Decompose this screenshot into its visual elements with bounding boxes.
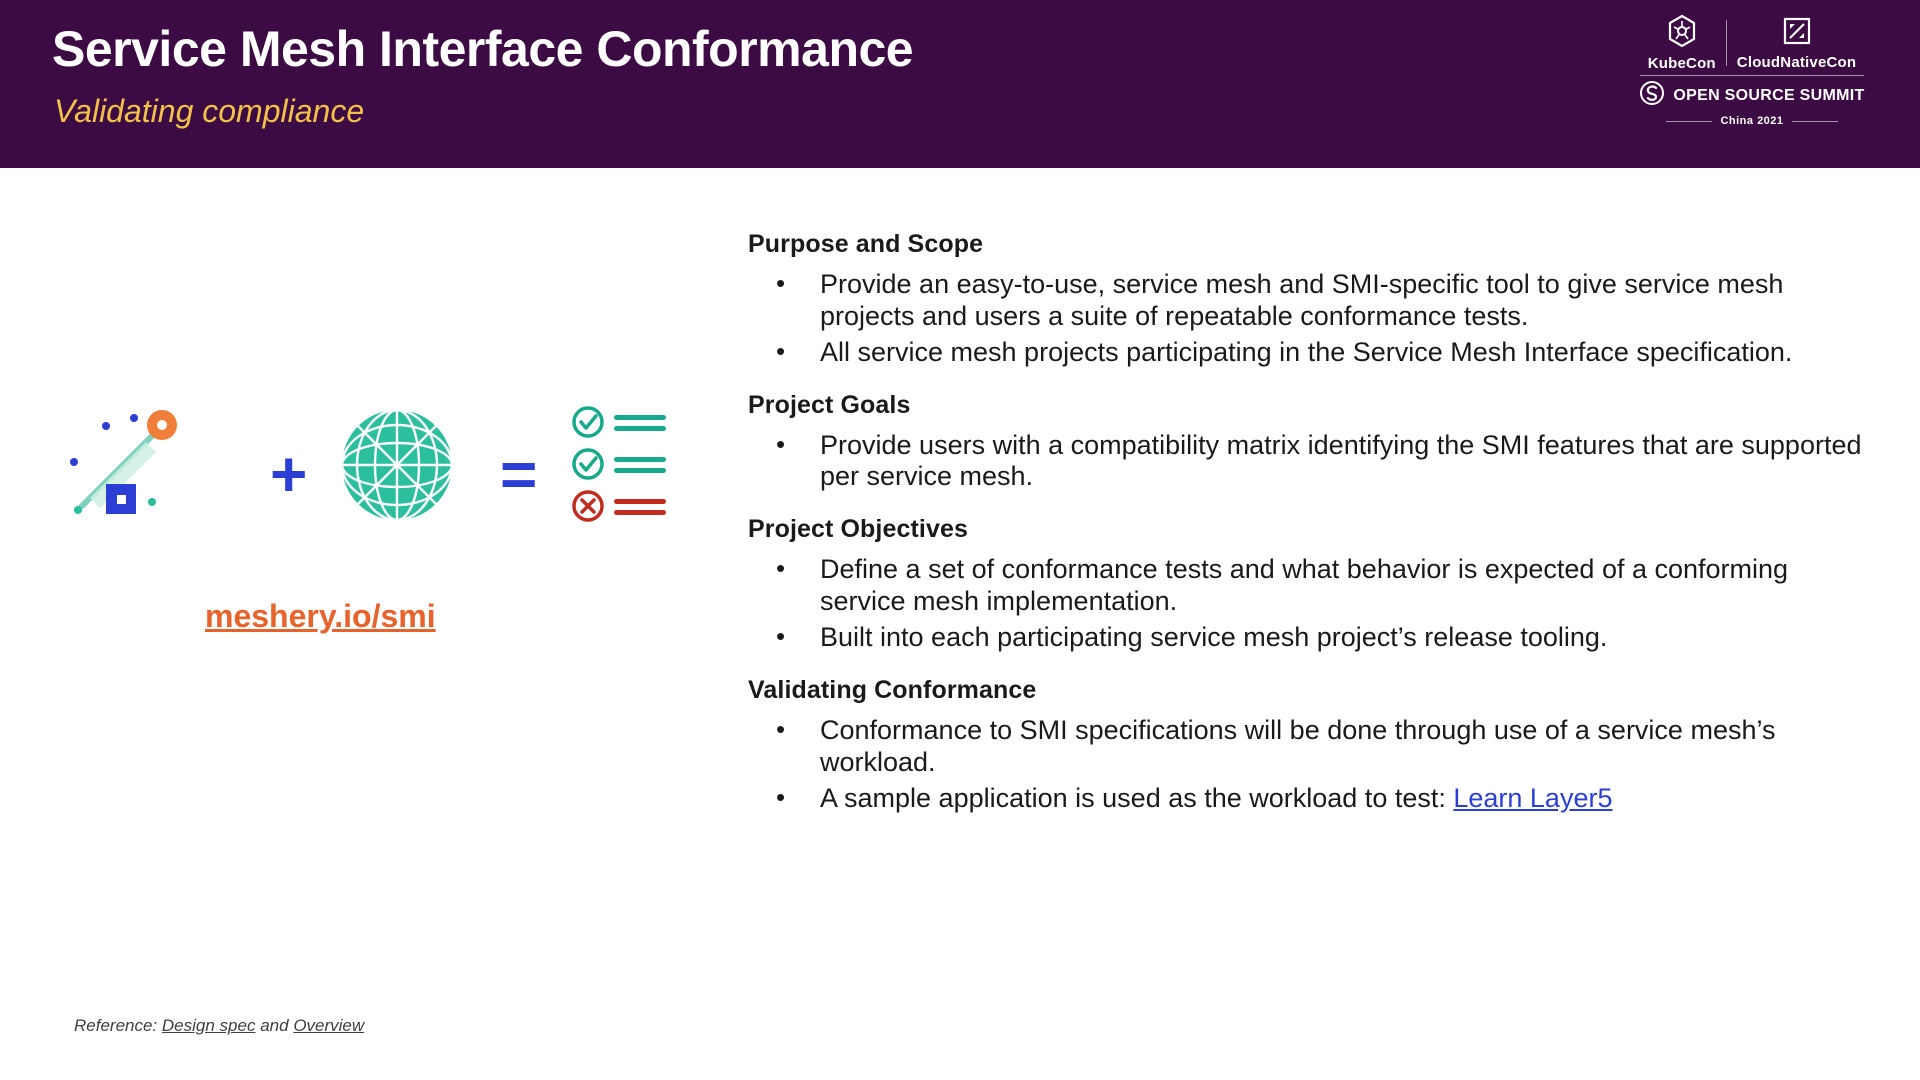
section-heading-project-goals: Project Goals	[748, 390, 911, 419]
list-item: • Provide an easy-to-use, service mesh and SMI-specific tool to give service mesh projects and users a suite of repeatable conformance tests.	[748, 269, 1878, 333]
logo-horizontal-rule	[1640, 75, 1864, 76]
left-column	[0, 168, 740, 1080]
smi-site-link[interactable]: meshery.io/smi	[205, 598, 436, 634]
kubecon-logo	[1648, 14, 1716, 72]
section-heading-project-objectives: Project Objectives	[748, 515, 968, 544]
list-item: • Provide users with a compatibility matrix identifying the SMI features that are supported per service mesh.	[748, 430, 1878, 494]
reference-prefix: Reference:	[74, 1016, 158, 1035]
conformance-results-icon	[572, 404, 680, 529]
service-mesh-icon	[338, 406, 456, 529]
conference-year	[1632, 115, 1872, 127]
open-source-summit-icon	[1639, 80, 1665, 111]
list-item	[748, 783, 1878, 815]
list-item-text: A sample application is used as the workload to test:	[820, 782, 1454, 813]
open-source-summit-label: OPEN SOURCE SUMMIT	[1673, 86, 1865, 104]
cloud-native-icon	[1781, 15, 1813, 52]
section-heading-validating-conformance: Validating Conformance	[748, 675, 1037, 704]
conference-logo	[1632, 14, 1872, 144]
reference-conjunction: and	[260, 1016, 289, 1035]
kubernetes-wheel-icon	[1665, 14, 1699, 53]
bullet-list-project-objectives	[748, 554, 1878, 654]
page-subtitle: Validating compliance	[54, 93, 365, 129]
meshery-logo-icon	[60, 398, 190, 533]
content-column	[748, 230, 1878, 818]
list-item: • Built into each participating service mesh project’s release tooling.	[748, 622, 1878, 654]
reference-overview-link[interactable]: Overview	[293, 1016, 365, 1035]
cloudnativecon-logo	[1737, 15, 1856, 71]
slide-header	[0, 0, 1920, 168]
plus-operator: +	[270, 438, 308, 510]
reference-note	[74, 1016, 364, 1036]
list-item: • All service mesh projects participating in the Service Mesh Interface specification.	[748, 337, 1878, 369]
cloudnativecon-label: CloudNativeCon	[1736, 54, 1857, 71]
bullet-list-validating-conformance	[748, 715, 1878, 815]
bullet-list-purpose-and-scope	[748, 269, 1878, 369]
equation-graphic	[60, 398, 680, 538]
kubecon-label: KubeCon	[1647, 55, 1716, 72]
reference-design-spec-link[interactable]: Design spec	[161, 1016, 256, 1035]
list-item: • Conformance to SMI specifications will be done through use of a service mesh’s workload.	[748, 715, 1878, 779]
section-heading-purpose-and-scope: Purpose and Scope	[748, 230, 984, 258]
logo-divider	[1726, 20, 1727, 66]
learn-layer5-link[interactable]: Learn Layer5	[1453, 782, 1613, 813]
page-title: Service Mesh Interface Conformance	[52, 21, 914, 77]
conference-year-label: China 2021	[1720, 115, 1784, 127]
list-item: • Define a set of conformance tests and what behavior is expected of a conforming service mesh implementation.	[748, 554, 1878, 618]
bullet-list-project-goals	[748, 430, 1878, 494]
equals-operator: =	[500, 438, 538, 510]
